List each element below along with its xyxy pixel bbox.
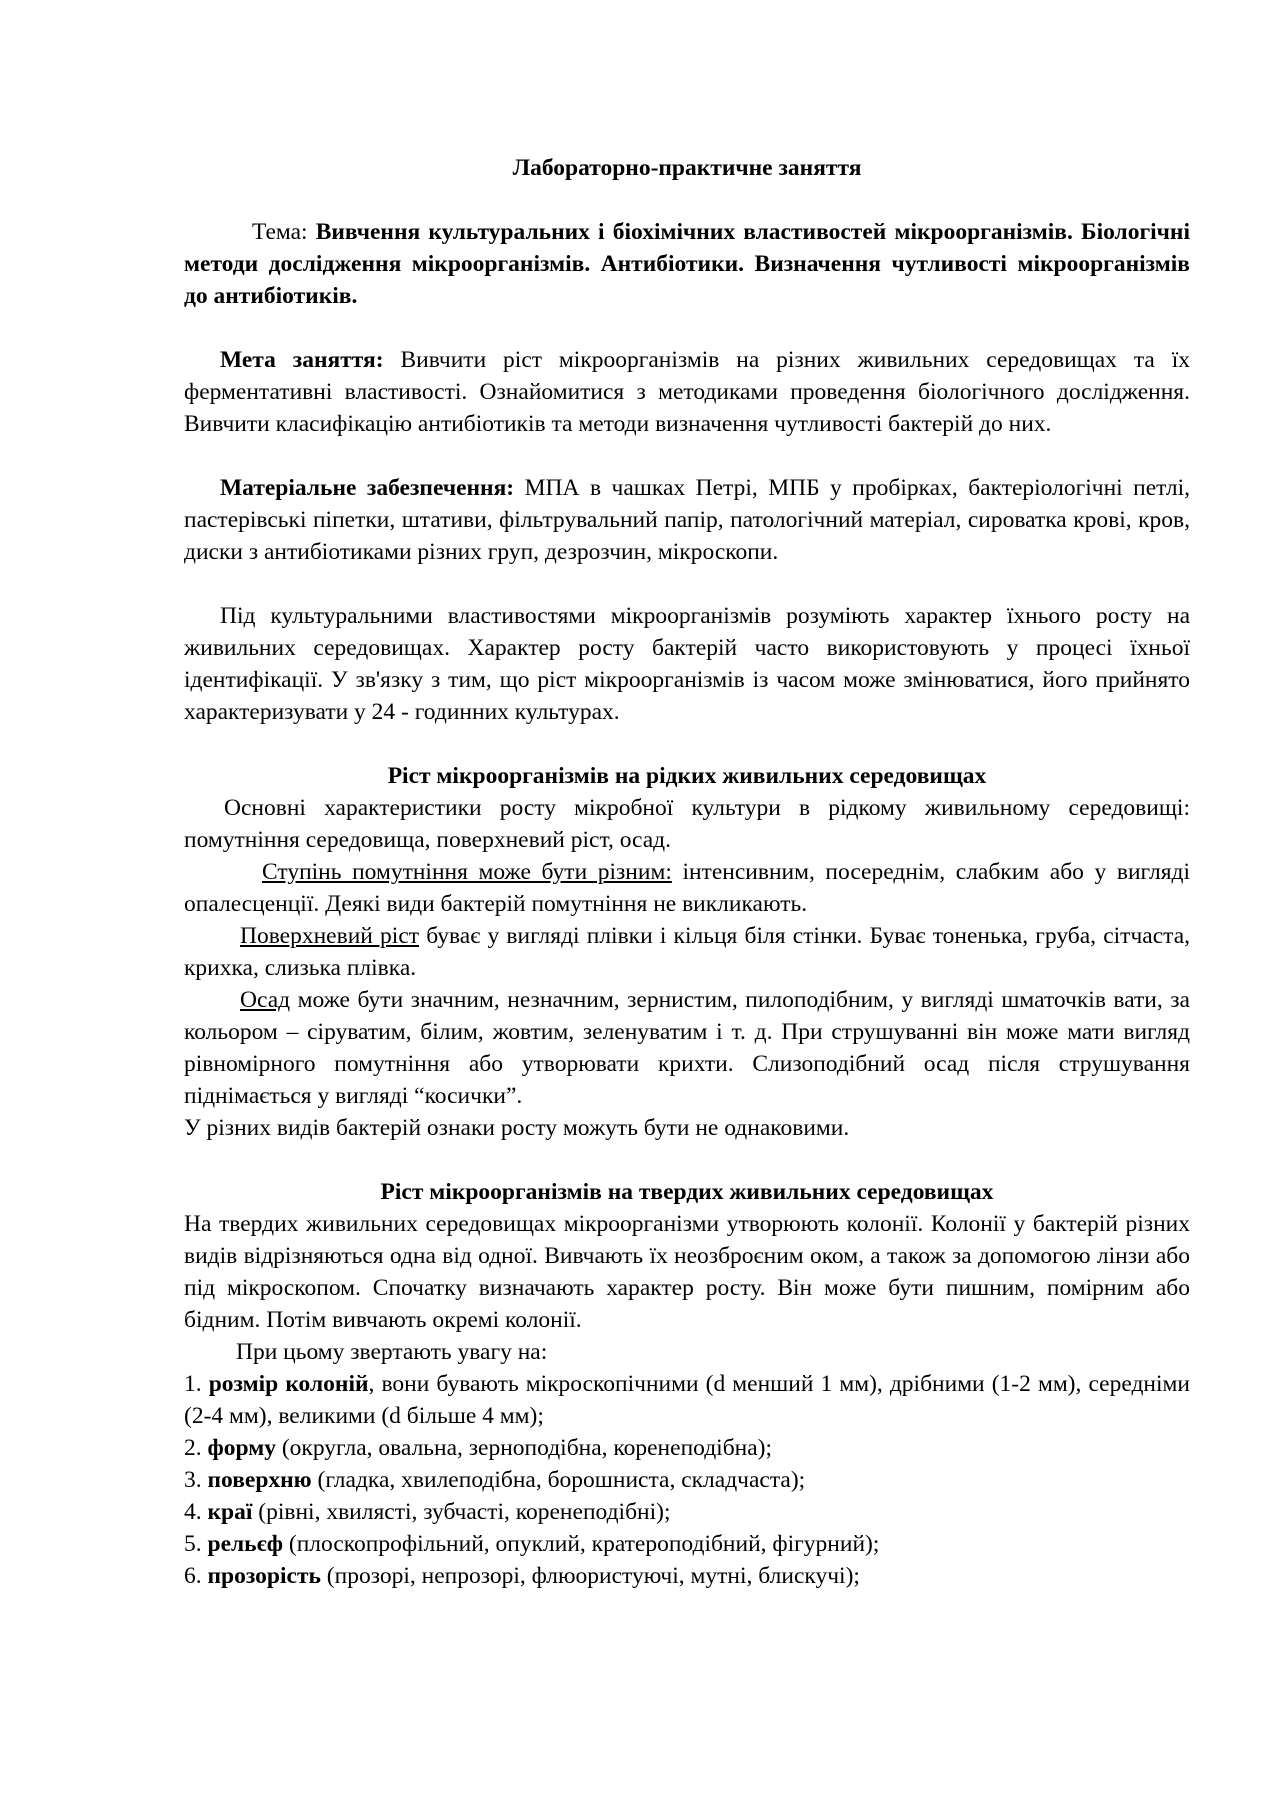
list-term: краї: [207, 1499, 253, 1525]
colony-criteria-list: [184, 1368, 1190, 1592]
liquid-paragraph-1: Основні характеристики росту мікробної культури в рідкому живильному середовищі: помутніння середовища, поверхневий ріст, осад.: [184, 795, 1190, 853]
solid-heading: Ріст мікроорганізмів на твердих живильних середовищах: [380, 1179, 994, 1205]
goal-text: Вивчити ріст мікроорганізмів на різних живильних середовищах та їх ферментативні властивості. Ознайомитися з методиками проведення біологічного дослідження. Вивчити класифікацію антибіотиків та методи визначення чутливості бактерій до них.: [184, 347, 1190, 437]
liquid-paragraph-3: [184, 920, 1190, 984]
list-number: 2.: [184, 1435, 202, 1461]
materials-label: Матеріальне забезпечення:: [220, 475, 515, 501]
goal-paragraph: [184, 344, 1190, 440]
spacer: [184, 184, 1190, 216]
list-item: [184, 1528, 1190, 1560]
list-text: (плоскопрофільний, опуклий, кратероподібний, фігурний);: [283, 1531, 880, 1557]
list-item: [184, 1496, 1190, 1528]
document-body: [184, 152, 1190, 1592]
intro-paragraph: Під культуральними властивостями мікроорганізмів розуміють характер їхнього росту на живильних середовищах. Характер росту бактерій часто використовують у процесі їхньої ідентифікації. У зв'язку з тим, що ріст мікроорганізмів із часом може змінюватися, його прийнято характеризувати у 24 - годинних культурах.: [184, 603, 1190, 725]
topic-paragraph: [184, 216, 1190, 312]
list-item: [184, 1432, 1190, 1464]
spacer: [184, 440, 1190, 472]
list-text: , вони бувають мікроскопічними (d менший 1 мм), дрібними (1-2 мм), середніми (2-4 мм), великими (d більше 4 мм);: [184, 1371, 1190, 1429]
topic-label: Тема:: [252, 219, 308, 245]
spacer: [184, 568, 1190, 600]
list-number: 3.: [184, 1467, 202, 1493]
list-item: [184, 1464, 1190, 1496]
turbidity-lead: Ступінь помутніння може бути різним:: [262, 859, 672, 885]
solid-paragraph-2: При цьому звертають увагу на:: [236, 1339, 548, 1365]
materials-paragraph: [184, 472, 1190, 568]
list-number: 5.: [184, 1531, 202, 1557]
list-number: 4.: [184, 1499, 202, 1525]
list-text: (рівні, хвилясті, зубчасті, коренеподібні);: [252, 1499, 671, 1525]
surface-growth-text: буває у вигляді плівки і кільця біля стінки. Буває тоненька, груба, сітчаста, крихка, слизька плівка.: [184, 923, 1190, 981]
turbidity-text: інтенсивним, посереднім, слабким або у вигляді опалесценції. Деякі види бактерій помутніння не викликають.: [184, 859, 1190, 917]
spacer: [184, 312, 1190, 344]
topic-text: Вивчення культуральних і біохімічних властивостей мікроорганізмів. Біологічні методи дослідження мікроорганізмів. Антибіотики. Визначення чутливості мікроорганізмів до антибіотиків.: [184, 219, 1190, 309]
materials-text: МПА в чашках Петрі, МПБ у пробірках, бактеріологічні петлі, пастерівські піпетки, штативи, фільтрувальний папір, патологічний матеріал, сироватка крові, кров, диски з антибіотиками різних груп, дезрозчин, мікроскопи.: [184, 475, 1191, 565]
list-term: поверхню: [207, 1467, 312, 1493]
list-term: рельєф: [207, 1531, 284, 1557]
sediment-text: може бути значним, незначним, зернистим, пилоподібним, у вигляді шматочків вати, за кольором – сіруватим, білим, жовтим, зеленуватим і т. д. При струшуванні він може мати вигляд рівномірного помутніння або утворювати крихти. Слизоподібний осад після струшування піднімається у вигляді “косички”.: [184, 987, 1190, 1109]
list-item: [184, 1560, 1190, 1592]
list-term: форму: [207, 1435, 276, 1461]
list-item: [184, 1368, 1190, 1432]
spacer: [184, 728, 1190, 760]
goal-label: Мета заняття:: [220, 347, 384, 373]
liquid-paragraph-4: [184, 984, 1190, 1112]
liquid-heading: Ріст мікроорганізмів на рідких живильних середовищах: [387, 763, 987, 789]
list-text: (округла, овальна, зерноподібна, коренеподібна);: [275, 1435, 773, 1461]
liquid-paragraph-2: [184, 856, 1190, 920]
list-text: (гладка, хвилеподібна, борошниста, складчаста);: [311, 1467, 806, 1493]
solid-paragraph-1: На твердих живильних середовищах мікроорганізми утворюють колонії. Колонії у бактерій різних видів відрізняються одна від одної. Вивчають їх неозброєним оком, а також за допомогою лінзи або під мікроскопом. Спочатку визначають характер росту. Він може бути пишним, помірним або бідним. Потім вивчають окремі колонії.: [184, 1211, 1190, 1333]
list-number: 1.: [184, 1371, 202, 1397]
list-term: прозорість: [207, 1563, 321, 1589]
page-title: Лабораторно-практичне заняття: [512, 155, 862, 181]
surface-growth-lead: Поверхневий ріст: [240, 923, 420, 949]
list-term: розмір колоній: [208, 1371, 369, 1397]
list-text: (прозорі, непрозорі, флюористуючі, мутні, блискучі);: [320, 1563, 860, 1589]
spacer: [184, 1144, 1190, 1176]
liquid-paragraph-5: У різних видів бактерій ознаки росту можуть бути не однаковими.: [184, 1115, 850, 1141]
sediment-lead: Осад: [240, 987, 291, 1013]
list-number: 6.: [184, 1563, 202, 1589]
